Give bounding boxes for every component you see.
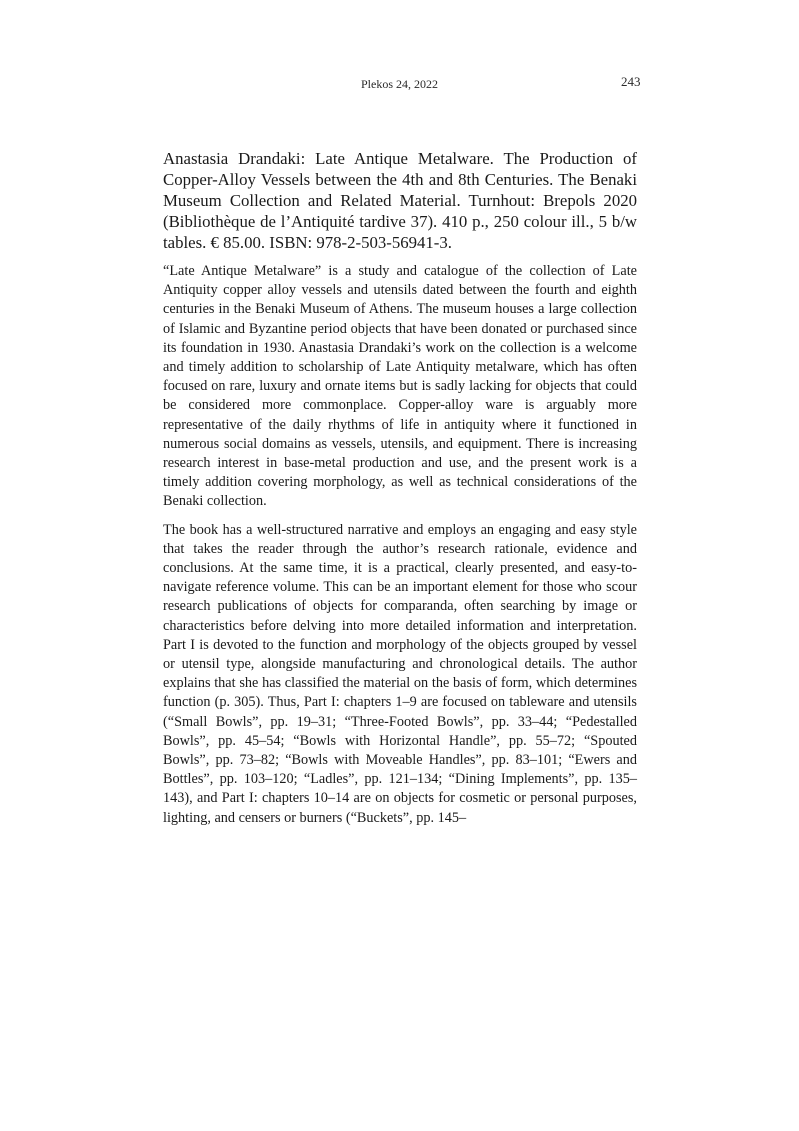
paragraph: “Late Antique Metalware” is a study and catalogue of the collection of Late Antiquity copper alloy vessels and utensils dated between the fourth and eighth centuries in the Benaki Museum of Athens. The museum houses a large collection of Islamic and Byzantine period objects that have been donated or purchased since its foundation in 1930. Anastasia Drandaki’s work on the collection is a welcome and timely addition to scholarship of Late Antiquity metalware, which has often focused on rare, luxury and ornate items but is sadly lacking for objects that could be considered more commonplace. Copper-alloy ware is arguably more representative of the daily rhythms of life in antiquity where it functioned in numerous social domains as vessels, utensils, and equipment. There is increasing research interest in base-metal production and use, and the present work is a timely addition covering morphology, as well as technical considerations of the Benaki collection. bbox=[163, 263, 637, 510]
part-numeral: I bbox=[248, 790, 254, 807]
paragraph bbox=[163, 521, 637, 828]
paragraph-text: : chapters 10–14 are on objects for cosmetic or personal purposes, lighting, and censers or burners (“Buckets”, pp. 145– bbox=[163, 790, 637, 826]
running-head: Plekos 24, 2022 bbox=[360, 77, 438, 91]
review-body bbox=[163, 262, 637, 837]
page-number: 243 bbox=[621, 74, 641, 89]
part-numeral: I bbox=[330, 694, 336, 711]
paragraph-text: The book has a well-structured narrative and employs an engaging and easy style that takes the reader through the author’s research rationale, evidence and conclusions. At the same time, it is a practical, clearly presented, and easy-to-navigate reference volume. This can be an important element for those who scour research publications of objects for comparanda, often searching by image or characteristics before delving into more detailed information and interpretation. Part bbox=[163, 521, 637, 653]
book-citation: Anastasia Drandaki: Late Antique Metalware. The Production of Copper-Alloy Vessels between the 4th and 8th Centuries. The Benaki Museum Collection and Related Material. Turnhout: Brepols 2020 (Bibliothèque de l’Antiquité tardive 37). 410 p., 250 colour ill., 5 b/w tables. € 85.00. ISBN: 978-2-503-56941-3. bbox=[163, 149, 637, 252]
paragraph-text: is devoted to the function and morphology of the objects grouped by vessel or utensil type, alongside manufacturing and chronological details. The author explains that she has classified the material on the basis of form, which determines function (p. 305). Thus, Part bbox=[163, 636, 637, 711]
part-numeral: I bbox=[190, 636, 195, 653]
paragraph-text: : chapters 1–9 are focused on tableware and utensils (“Small Bowls”, pp. 19–31; “Three-Footed Bowls”, pp. 33–44; “Pedestalled Bowls”, pp. 45–54; “Bowls with Horizontal Handle”, pp. 55–72; “Spouted Bowls”, pp. 73–82; “Bowls with Moveable Handles”, pp. 83–101; “Ewers and Bottles”, pp. 103–120; “Ladles”, pp. 121–134; “Dining Implements”, pp. 135–143), and Part bbox=[163, 694, 637, 807]
